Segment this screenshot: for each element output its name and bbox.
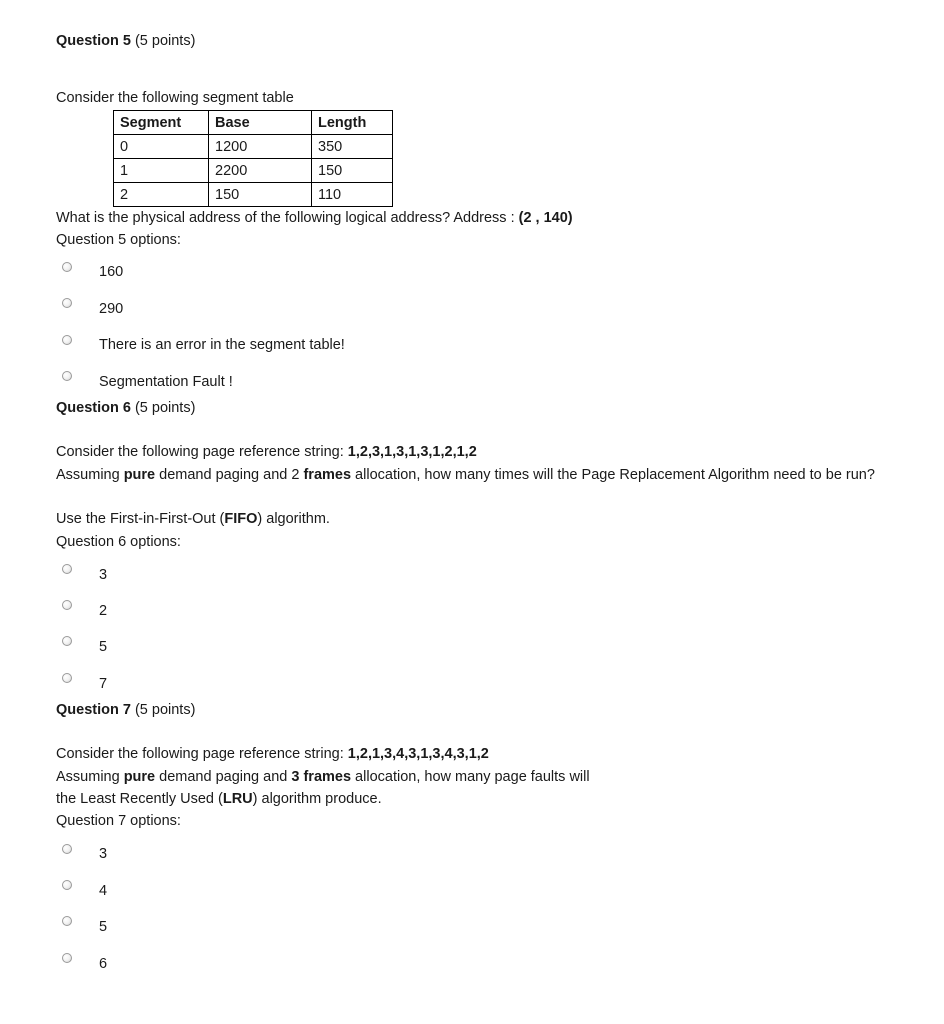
question-5-intro: Consider the following segment table	[56, 90, 294, 106]
table-cell: 2	[114, 183, 209, 207]
option-label[interactable]: 5	[99, 639, 108, 655]
radio-q6-option-4[interactable]	[62, 673, 72, 683]
question-7-reference-string: 1,2,1,3,4,3,1,3,4,3,1,2	[347, 746, 489, 762]
table-row	[114, 183, 393, 207]
question-6-options-label: Question 6 options:	[56, 534, 181, 550]
question-6-title: Question 6	[56, 400, 131, 416]
table-header-cell: Base	[209, 111, 312, 135]
text-run: demand paging and	[155, 769, 292, 785]
table-header-cell: Length	[312, 111, 393, 135]
text-run-bold: frames	[303, 467, 352, 483]
question-6-line-1-text: Consider the following page reference string:	[56, 444, 348, 460]
question-7-line-3	[56, 791, 382, 807]
radio-q5-option-3[interactable]	[62, 335, 72, 345]
question-7-options-label: Question 7 options:	[56, 813, 181, 829]
question-6-line-3	[56, 511, 330, 527]
text-run: demand paging and 2	[155, 467, 304, 483]
option-label[interactable]: 3	[99, 846, 108, 862]
question-7-heading	[56, 702, 195, 718]
question-5-address: (2 , 140)	[518, 210, 573, 226]
question-6-heading	[56, 400, 195, 416]
text-run: ) algorithm produce.	[252, 791, 382, 807]
question-5-options-label: Question 5 options:	[56, 232, 181, 248]
question-5-title: Question 5	[56, 33, 131, 49]
question-5-heading	[56, 33, 195, 49]
question-6-line-1	[56, 444, 477, 460]
text-run: the Least Recently Used (	[56, 791, 223, 807]
radio-q5-option-2[interactable]	[62, 298, 72, 308]
question-7-points: (5 points)	[130, 702, 196, 718]
text-run: ) algorithm.	[257, 511, 330, 527]
text-run-bold: FIFO	[224, 511, 258, 527]
text-run: allocation, how many page faults will	[351, 769, 590, 785]
table-cell: 150	[312, 159, 393, 183]
option-label[interactable]: There is an error in the segment table!	[99, 337, 345, 353]
text-run: Use the First-in-First-Out (	[56, 511, 225, 527]
table-header-cell: Segment	[114, 111, 209, 135]
question-6-reference-string: 1,2,3,1,3,1,3,1,2,1,2	[347, 444, 477, 460]
option-label[interactable]: Segmentation Fault !	[99, 374, 233, 390]
text-run-bold: pure	[123, 467, 156, 483]
radio-q7-option-3[interactable]	[62, 916, 72, 926]
radio-q7-option-1[interactable]	[62, 844, 72, 854]
text-run-bold: 3 frames	[291, 769, 352, 785]
table-row	[114, 159, 393, 183]
segment-table	[113, 110, 393, 207]
table-cell: 110	[312, 183, 393, 207]
table-cell: 350	[312, 135, 393, 159]
option-label[interactable]: 290	[99, 301, 124, 317]
radio-q7-option-4[interactable]	[62, 953, 72, 963]
option-label[interactable]: 6	[99, 956, 108, 972]
table-cell: 1200	[209, 135, 312, 159]
text-run-bold: LRU	[222, 791, 253, 807]
question-6-line-2	[56, 464, 886, 486]
option-label[interactable]: 2	[99, 603, 108, 619]
table-cell: 1	[114, 159, 209, 183]
table-header-row	[114, 111, 393, 135]
table-cell: 0	[114, 135, 209, 159]
table-cell: 2200	[209, 159, 312, 183]
text-run: Assuming	[56, 467, 124, 483]
text-run: allocation, how many times will the Page Replacement Algorithm need to be run?	[351, 467, 875, 483]
question-5-prompt-text: What is the physical address of the following logical address? Address :	[56, 210, 519, 226]
option-label[interactable]: 4	[99, 883, 108, 899]
question-5-points: (5 points)	[130, 33, 196, 49]
radio-q6-option-3[interactable]	[62, 636, 72, 646]
radio-q6-option-2[interactable]	[62, 600, 72, 610]
question-7-title: Question 7	[56, 702, 131, 718]
question-7-line-1	[56, 746, 489, 762]
question-5-prompt	[56, 210, 573, 226]
option-label[interactable]: 3	[99, 567, 108, 583]
table-cell: 150	[209, 183, 312, 207]
question-6-points: (5 points)	[130, 400, 196, 416]
option-label[interactable]: 7	[99, 676, 108, 692]
question-7-line-1-text: Consider the following page reference string:	[56, 746, 348, 762]
question-7-line-2	[56, 769, 590, 785]
option-label[interactable]: 160	[99, 264, 124, 280]
text-run-bold: pure	[123, 769, 156, 785]
radio-q5-option-4[interactable]	[62, 371, 72, 381]
option-label[interactable]: 5	[99, 919, 108, 935]
radio-q5-option-1[interactable]	[62, 262, 72, 272]
radio-q7-option-2[interactable]	[62, 880, 72, 890]
table-row	[114, 135, 393, 159]
text-run: Assuming	[56, 769, 124, 785]
radio-q6-option-1[interactable]	[62, 564, 72, 574]
